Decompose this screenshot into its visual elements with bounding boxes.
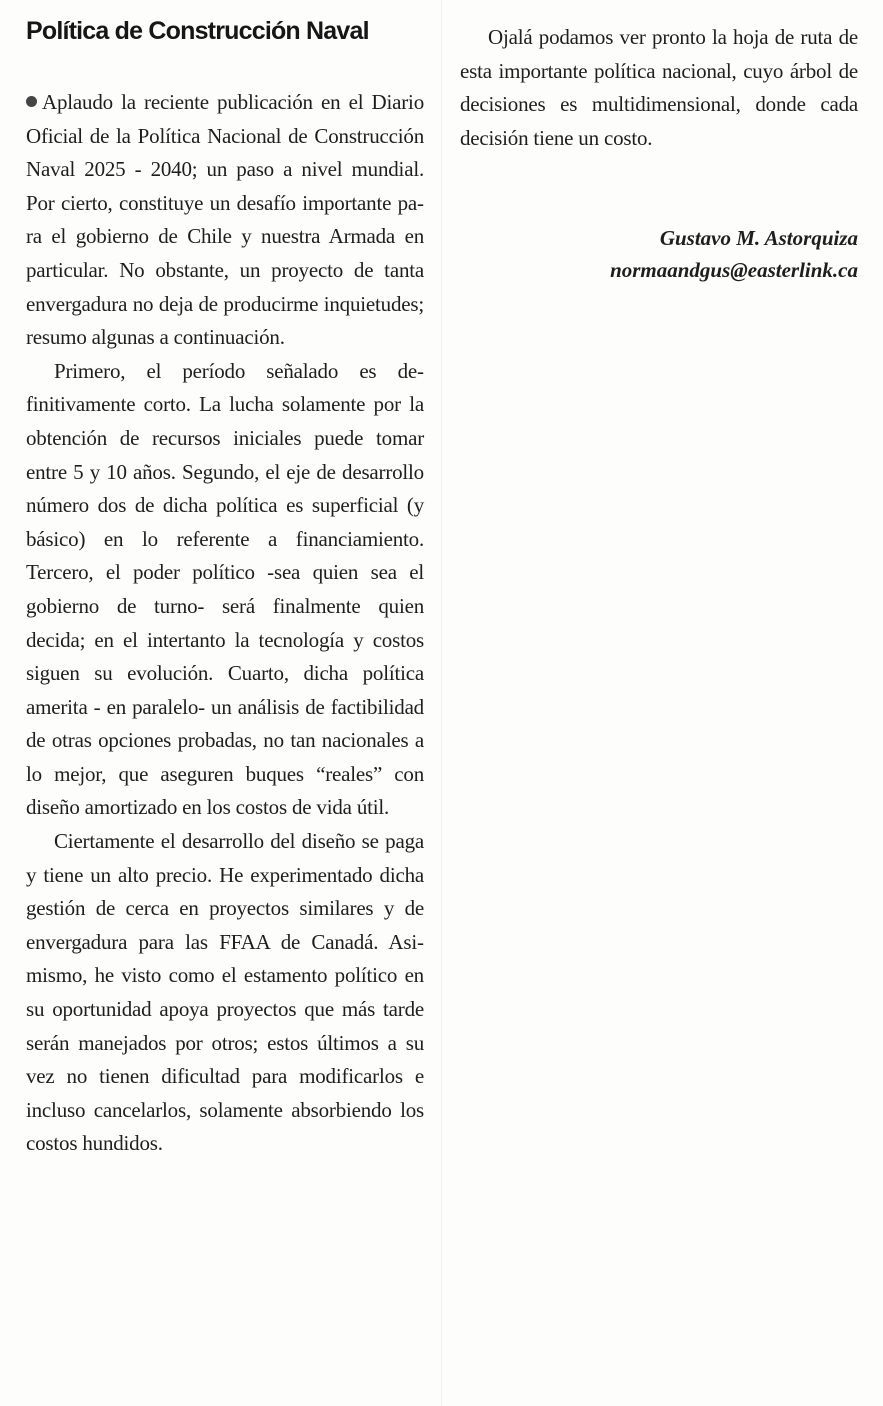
author-email: normaandgus@easterlink.ca	[610, 258, 858, 282]
paragraph-1-text: Aplaudo la reciente publicación en el Diario Oficial de la Política Nacional de Construcción Naval 2025 - 2040; un paso a nivel mundial. Por cierto, constituye un desafío importante para el gobierno de Chile y nuestra Armada en particular. No obstante, un proyecto de tanta envergadura no deja de producirme inquietudes; resumo algunas a continuación.	[26, 90, 424, 350]
column-divider	[441, 0, 442, 1406]
bullet-icon	[26, 96, 37, 107]
letter-title: Política de Construcción Naval	[26, 17, 369, 45]
author-name: Gustavo M. Astorquiza	[659, 226, 858, 250]
letter-body-right	[460, 21, 858, 155]
letter-body-left	[26, 86, 424, 1161]
paragraph-2: Primero, el período señalado es definitivamente corto. La lucha solamente por la obtención de recursos iniciales puede tomar entre 5 y 10 años. Segundo, el eje de desarrollo número dos de dicha política es superficial (y básico) en lo referente a financiamiento. Tercero, el poder político -sea quien sea el gobierno de turno- será finalmente quien decida; en el intertanto la tecnología y costos siguen su evolución. Cuarto, dicha política amerita - en paralelo- un análisis de factibilidad de otras opciones probadas, no tan nacionales a lo mejor, que aseguren buques “reales” con diseño amortizado en los costos de vida útil.	[26, 358, 424, 820]
paragraph-4: Ojalá podamos ver pronto la hoja de ruta de esta importante política nacional, cuyo árbol de decisiones es multidimensional, donde cada decisión tiene un costo.	[460, 25, 858, 150]
paragraph-3: Ciertamente el desarrollo del diseño se paga y tiene un alto precio. He experimentado dicha gestión de cerca en proyectos similares y de envergadura para las FFAA de Canadá. Asimismo, he visto como el estamento político en su oportunidad apoya proyectos que más tarde serán manejados por otros; estos últimos a su vez no tienen dificultad para modificarlos e incluso cancelarlos, solamente absorbiendo los costos hundidos.	[26, 829, 424, 1156]
paragraph-1	[26, 86, 424, 355]
